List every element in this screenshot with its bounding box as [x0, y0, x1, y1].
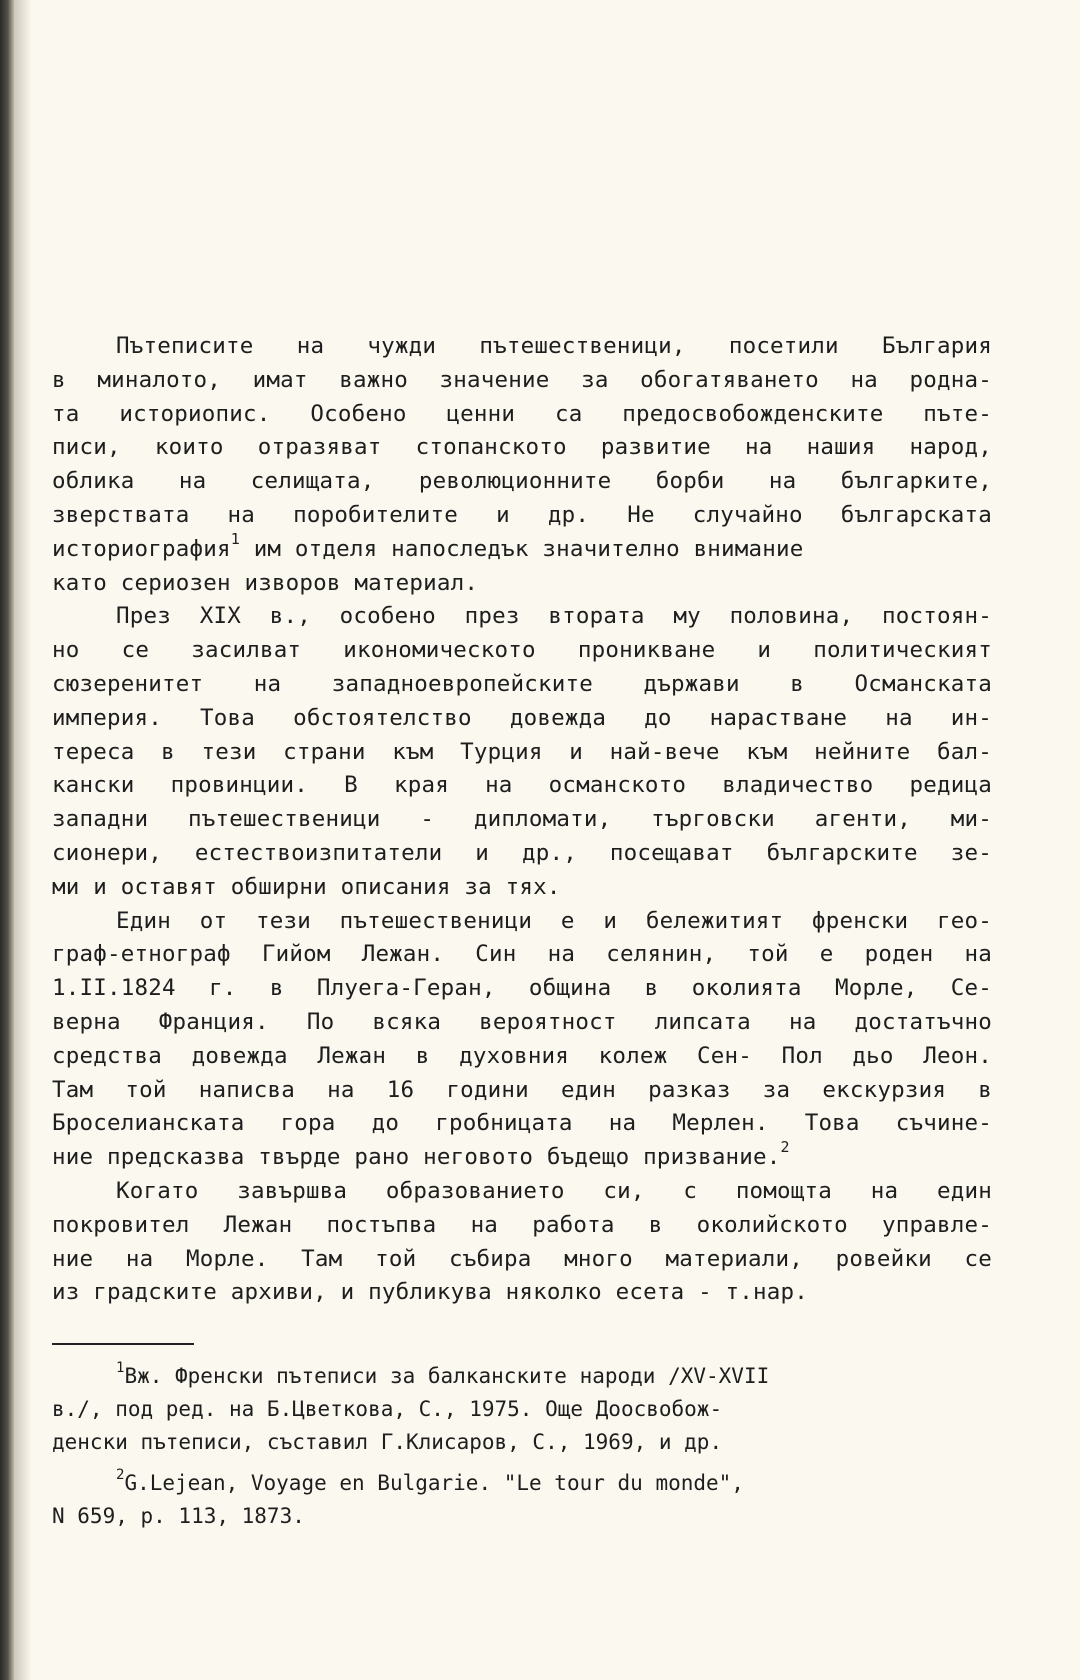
paragraph-3	[52, 905, 992, 1175]
text-fragment: им отделя напоследък значително внимание	[253, 535, 804, 562]
text-line: 1.II.1824 г. в Плуега-Геран, община в околията Морле, Се-	[52, 975, 992, 1002]
text-line: През XIX в., особено през втората му половина, постоян-	[116, 603, 992, 630]
text-line: ми и оставят обширни описания за тях.	[52, 873, 561, 900]
text-line: като сериозен изворов материал.	[52, 569, 479, 596]
text-line: граф-етнограф Гийом Лежан. Син на селянин, той е роден на	[52, 941, 992, 968]
footnote-line: N 659, p. 113, 1873.	[52, 1504, 305, 1528]
footnote-line: в./, под ред. на Б.Цветкова, С., 1975. Още Доосвобож-	[52, 1397, 723, 1421]
text-line	[52, 529, 992, 567]
paragraph-4	[52, 1175, 992, 1310]
text-line: Един от тези пътешественици е и бележитият френски гео-	[116, 907, 992, 934]
text-line: но се засилват икономическото проникване и политическият	[52, 637, 992, 664]
footnote-line	[52, 1360, 957, 1393]
footnote-2	[52, 1467, 957, 1533]
text-line: зверствата на поробителите и др. Не случайно българската	[52, 501, 992, 528]
text-line: империя. Това обстоятелство довежда до нарастване на ин-	[52, 704, 992, 731]
text-line: Пътеписите на чужди пътешественици, посетили България	[116, 333, 992, 359]
text-line: Когато завършва образованието си, с помощта на един	[116, 1177, 992, 1204]
text-line: из градските архиви, и публикува няколко есета - т.нар.	[52, 1279, 809, 1306]
book-spine-edge	[0, 0, 14, 1680]
text-fragment: G.Lejean, Voyage en Bulgarie. "Le tour du monde",	[124, 1471, 744, 1495]
text-line: средства довежда Лежан в духовния колеж Сен- Пол дьо Леон.	[52, 1042, 992, 1069]
text-line: верна Франция. По всяка вероятност липсата на достатъчно	[52, 1008, 992, 1035]
text-line: западни пътешественици - дипломати, търговски агенти, ми-	[52, 806, 992, 833]
text-line: Броселианската гора до гробницата на Мерлен. Това съчине-	[52, 1110, 992, 1137]
text-line: в миналото, имат важно значение за обогатяването на родна-	[52, 366, 992, 393]
text-line: сюзеренитет на западноевропейските държави в Османската	[52, 670, 992, 697]
paragraph-2	[52, 600, 992, 904]
text-line: кански провинции. В края на османското владичество редица	[52, 772, 992, 799]
text-fragment: Вж. Френски пътеписи за балканските народи /XV-XVII	[124, 1364, 770, 1388]
text-line: тереса в тези страни към Турция и най-вече към нейните бал-	[52, 738, 992, 765]
footnote-1	[52, 1360, 957, 1459]
text-line: сионери, естествоизпитатели и др., посещават българските зе-	[52, 839, 992, 866]
text-line: ние на Морле. Там той събира много материали, ровейки се	[52, 1245, 992, 1272]
text-line: та историопис. Особено ценни са предосвобожденските пъте-	[52, 400, 992, 427]
footnote-line: денски пътеписи, съставил Г.Клисаров, С., 1969, и др.	[52, 1430, 723, 1454]
text-line: покровител Лежан постъпва на работа в околийското управле-	[52, 1211, 992, 1238]
footnotes	[52, 1360, 957, 1541]
text-line: облика на селищата, революционните борби на българките,	[52, 468, 992, 495]
footnote-separator	[52, 1343, 194, 1345]
text-fragment: ние предсказва твърде рано неговото бъдещо призвание.	[52, 1144, 781, 1171]
text-line: писи, които отразяват стопанското развитие на нашия народ,	[52, 434, 992, 461]
footnote-ref-2: 2	[780, 1138, 790, 1157]
main-text	[52, 330, 992, 1310]
footnote-number: 1	[116, 1360, 125, 1376]
paragraph-1	[52, 330, 992, 600]
text-line: Там той написва на 16 години един разказ за екскурзия в	[52, 1076, 992, 1103]
footnote-line	[52, 1467, 957, 1500]
text-fragment: историография	[52, 535, 231, 562]
footnote-number: 2	[116, 1467, 125, 1483]
footnote-ref-1: 1	[230, 529, 240, 548]
text-line	[52, 1138, 992, 1175]
spine-shadow	[14, 0, 32, 1680]
